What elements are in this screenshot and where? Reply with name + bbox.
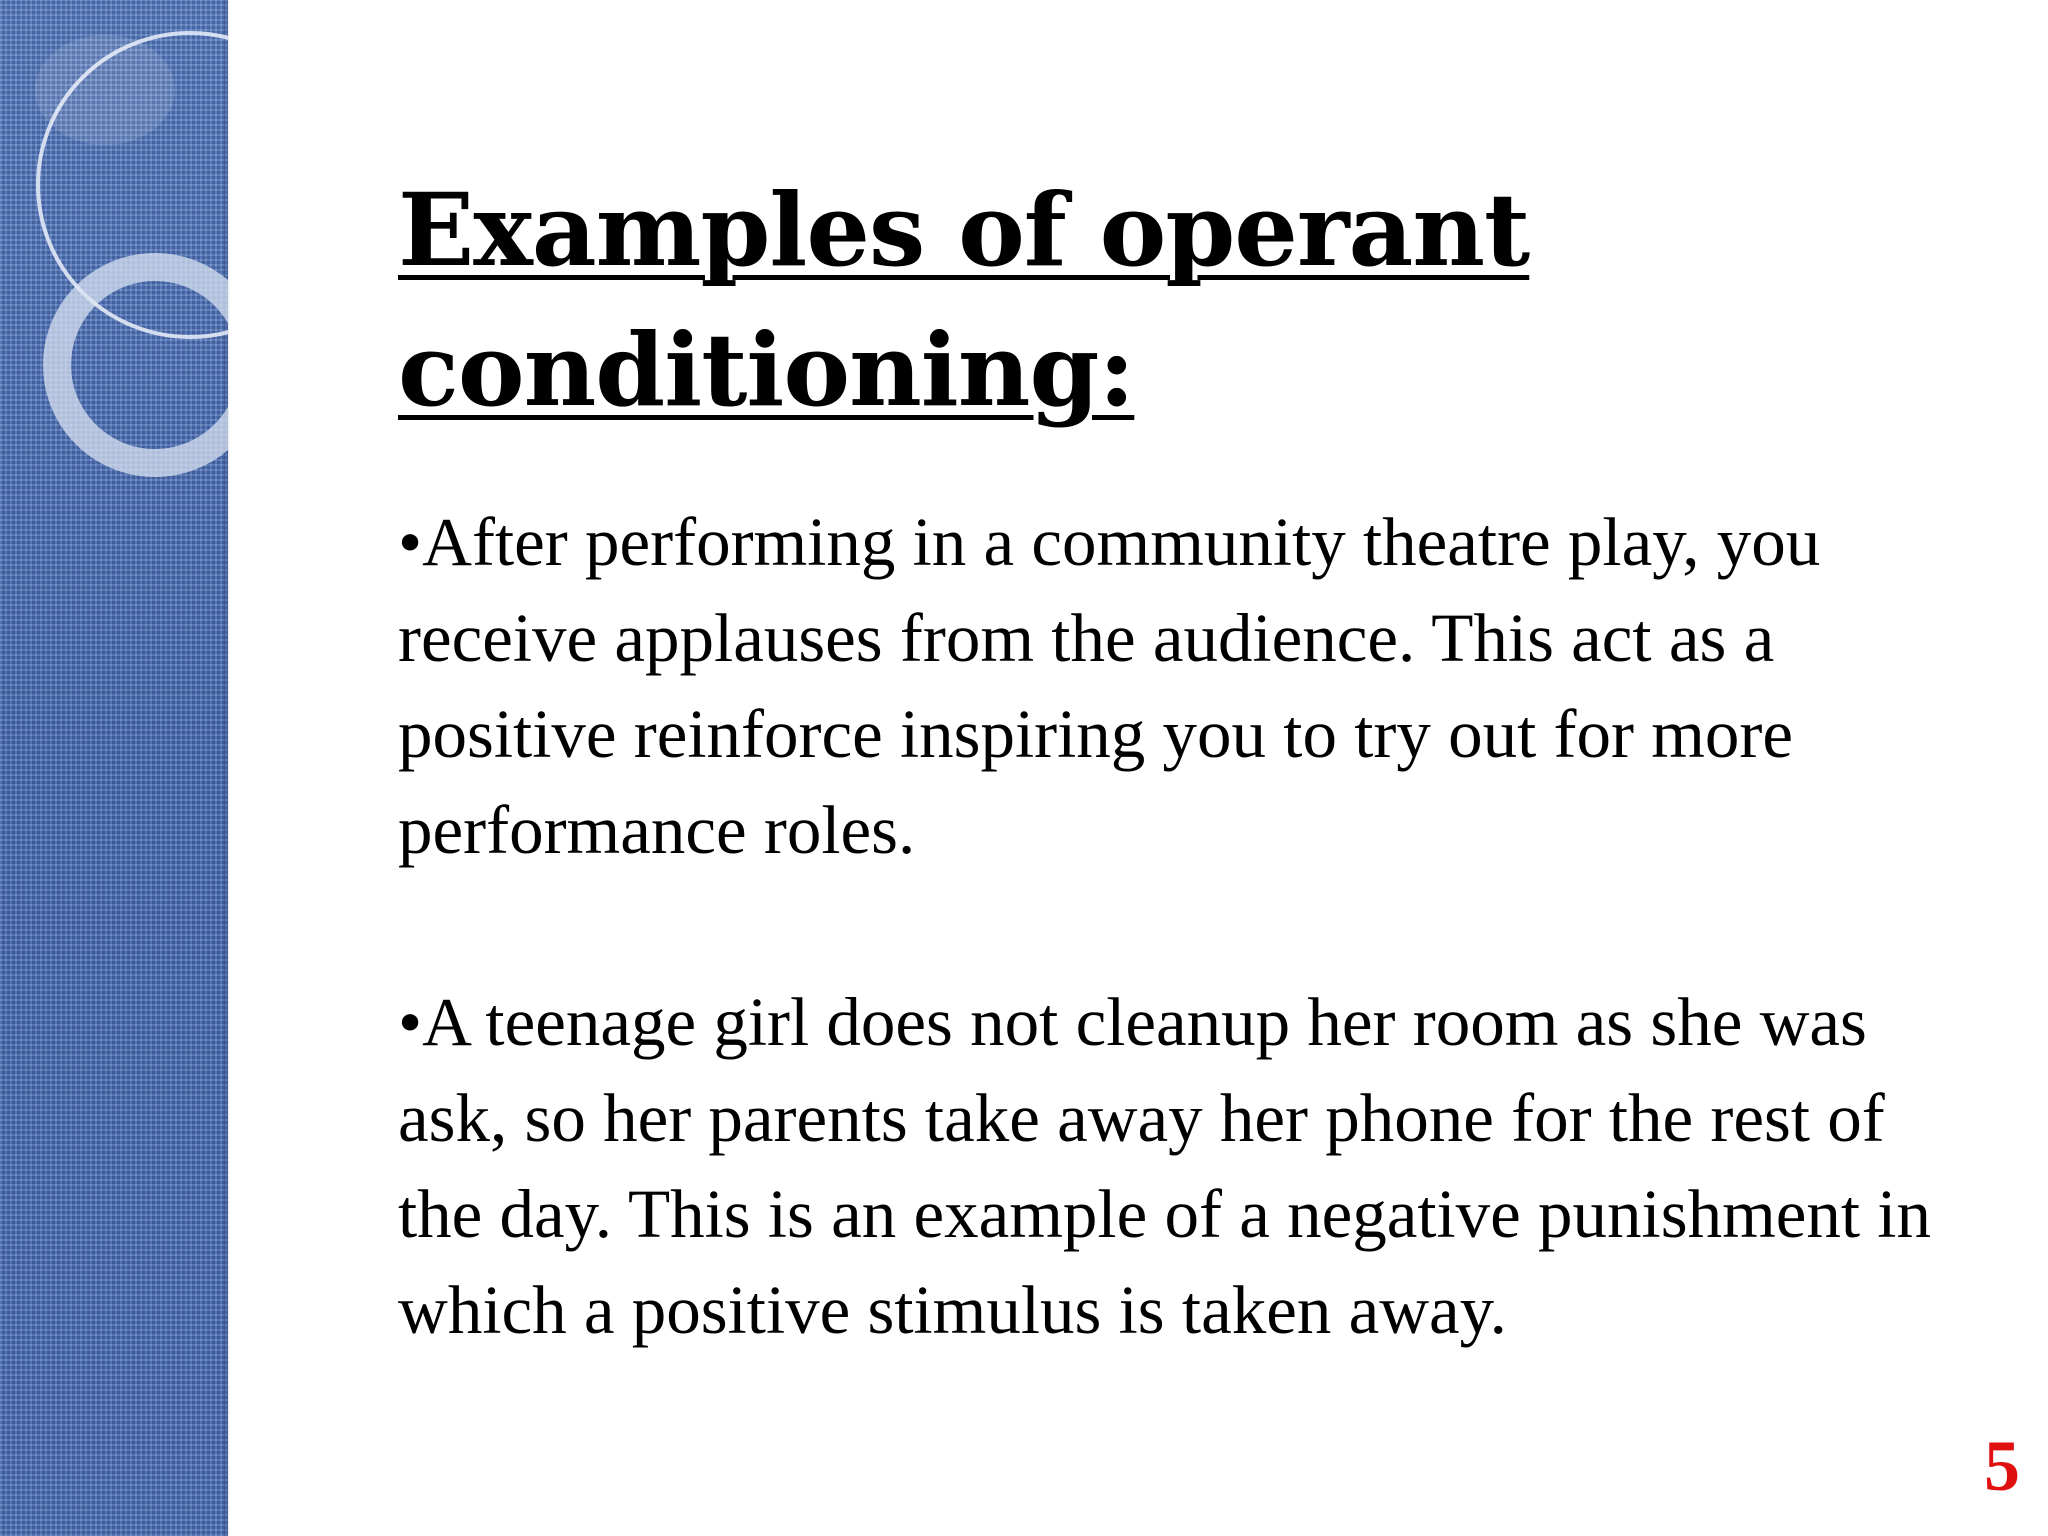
slide-body <box>398 494 1958 1358</box>
page-number: 5 <box>1984 1426 2020 1506</box>
decorative-rings <box>0 0 228 520</box>
ring-highlight <box>35 35 175 145</box>
bullet-positive-reinforcement: •After performing in a community theatre play, you receive applauses from the audience. This act as a positive reinforce inspiring you to try out for more performance roles. <box>398 504 1821 868</box>
small-ring <box>57 267 228 463</box>
slide-title: Examples of operant conditioning: <box>398 171 1530 429</box>
bullet-negative-punishment: •A teenage girl does not cleanup her room as she was ask, so her parents take away her phone for the rest of the day. This is an example of a negative punishment in which a positive stimulus is taken away. <box>398 984 1931 1348</box>
